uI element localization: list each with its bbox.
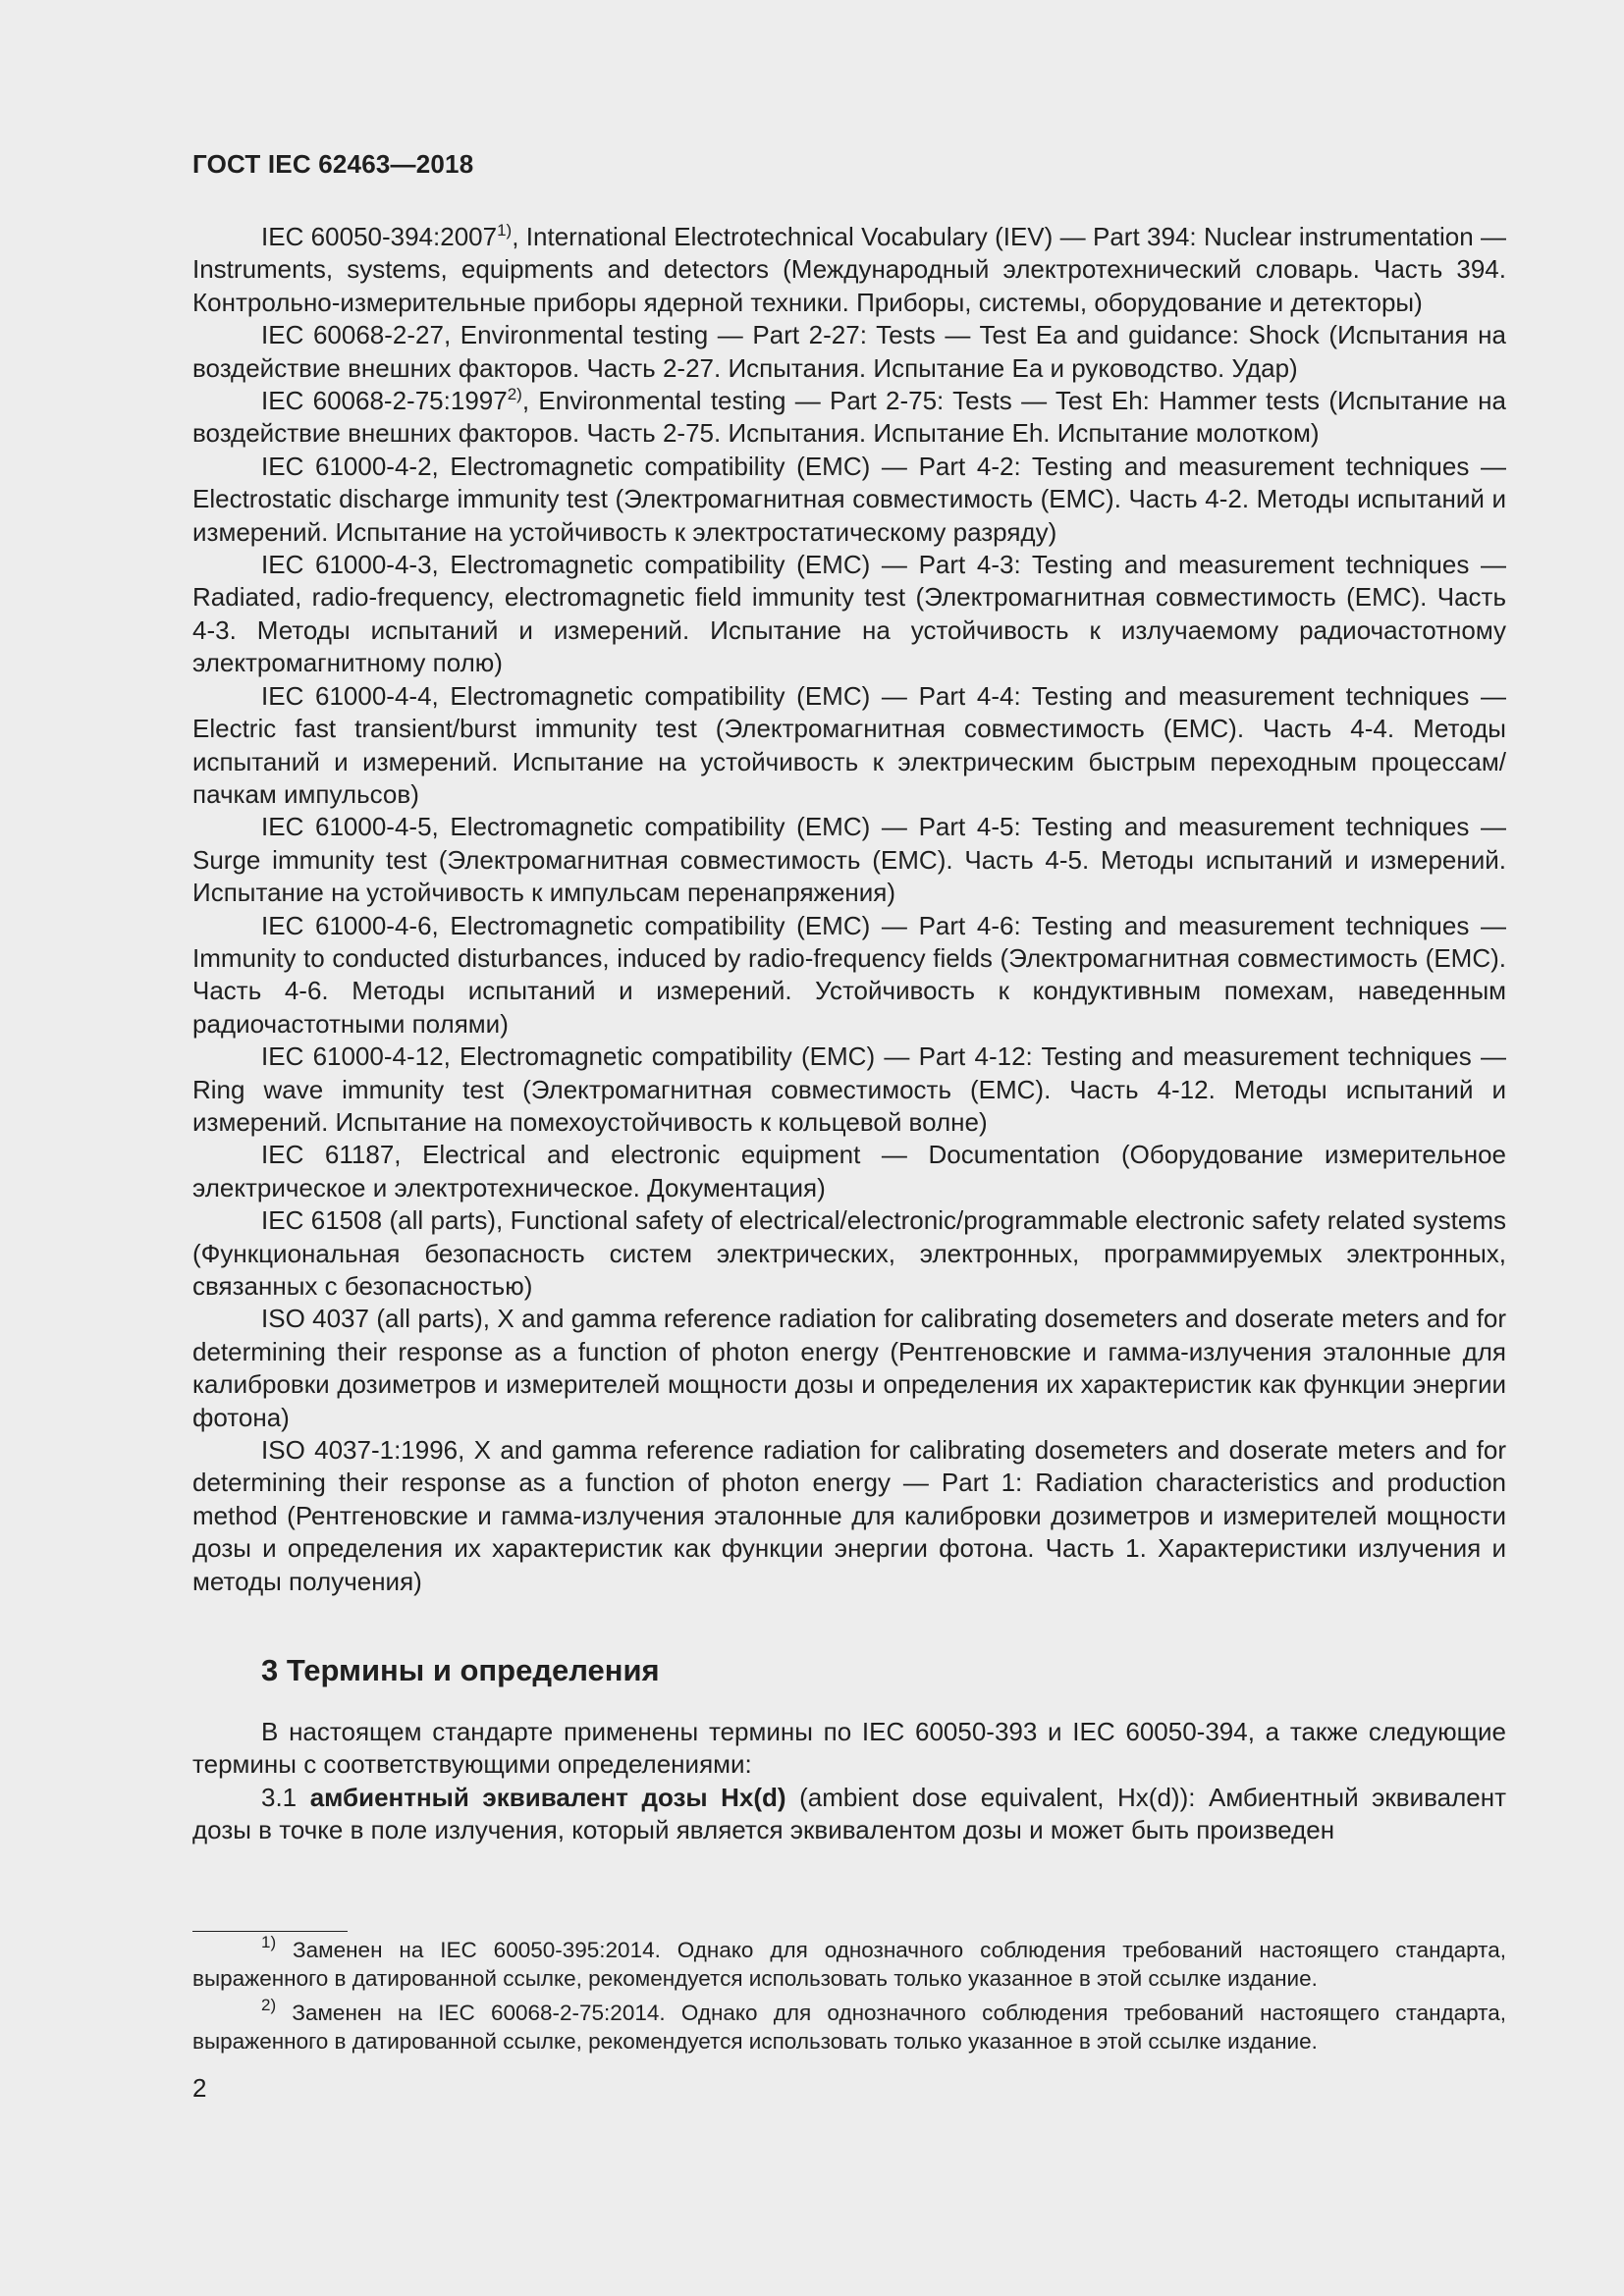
footnote-item: $^{2)}$ Заменен на IEC 60068-2-75:2014. Однако для однозначного соблюдения требований настоящего стандарта, выраженного в датированной ссылке, рекомендуется использовать только указанное в этой ссылке издание. bbox=[192, 1996, 1506, 2054]
reference-item: IEC 61000-4-6, Electromagnetic compatibility (EMC) — Part 4-6: Testing and measurement techniques — Immunity to conducted disturbances, induced by radio-frequency fields (Электромагнитная совместимость (EMC). Часть 4-6. Методы испытаний и измерений. Устойчивость к кондуктивным помехам, наведенным радиочастотными полями) bbox=[192, 910, 1506, 1039]
term-definition: 3.1 амбиентный эквивалент дозы Hx(d) (ambient dose equivalent, Hx(d)): Амбиентный эквивалент дозы в точке в поле излучения, который является эквивалентом дозы и может быть произведен bbox=[192, 1782, 1507, 1845]
reference-item: IEC 61000-4-4, Electromagnetic compatibility (EMC) — Part 4-4: Testing and measurement techniques — Electric fast transient/burst immunity test (Электромагнитная совместимость (EMC). Часть 4-4. Методы испытаний и измерений. Испытание на устойчивость к электрическим быстрым переходным процессам/пачкам импульсов) bbox=[192, 680, 1506, 809]
reference-item: IEC 61000-4-12, Electromagnetic compatibility (EMC) — Part 4-12: Testing and measurement techniques — Ring wave immunity test (Электромагнитная совместимость (EMC). Часть 4-12. Методы испытаний и измерений. Испытание на помехоустойчивость к кольцевой волне) bbox=[192, 1041, 1506, 1137]
reference-item: IEC 61000-4-2, Electromagnetic compatibility (EMC) — Part 4-2: Testing and measurement techniques — Electrostatic discharge immunity test (Электромагнитная совместимость (EMC). Часть 4-2. Методы испытаний и измерений. Испытание на устойчивость к электростатическому разряду) bbox=[192, 451, 1506, 547]
footnotes bbox=[192, 1933, 1506, 2062]
document-header: ГОСТ IEC 62463—2018 bbox=[192, 149, 474, 179]
reference-item: IEC 61000-4-3, Electromagnetic compatibility (EMC) — Part 4-3: Testing and measurement techniques — Radiated, radio-frequency, electromagnetic field immunity test (Электромагнитная совместимость (EMC). Часть 4-3. Методы испытаний и измерений. Испытание на устойчивость к излучаемому радиочастотному электромагнитному полю) bbox=[192, 550, 1506, 678]
reference-item: IEC 61508 (all parts), Functional safety of electrical/electronic/programmable electronic safety related systems (Функциональная безопасность систем электрических, электронных, программируемых электронных, связанных с безопасностью) bbox=[192, 1205, 1506, 1301]
footnote-divider bbox=[192, 1931, 348, 1932]
reference-item: IEC 60050-394:2007$^{1)}$, International Electrotechnical Vocabulary (IEV) — Part 394: Nuclear instrumentation — Instruments, systems, equipments and detectors (Международный электротехнический словарь. Часть 394. Контрольно-измерительные приборы ядерной техники. Приборы, системы, оборудование и детекторы) bbox=[192, 221, 1506, 317]
footnote-mark: 2) bbox=[261, 1996, 277, 2015]
reference-item: IEC 60068-2-75:1997$^{2)}$, Environmental testing — Part 2-75: Tests — Test Eh: Hammer tests (Испытание на воздействие внешних факторов. Часть 2-75. Испытания. Испытание Eh. Испытание молотком) bbox=[192, 385, 1506, 449]
page-number: 2 bbox=[192, 2073, 207, 2103]
footnote-ref[interactable]: 1) bbox=[497, 221, 513, 240]
term-name: амбиентный эквивалент дозы Hx(d) bbox=[309, 1782, 786, 1812]
reference-item: IEC 61000-4-5, Electromagnetic compatibility (EMC) — Part 4-5: Testing and measurement techniques — Surge immunity test (Электромагнитная совместимость (EMC). Часть 4-5. Методы испытаний и измерений. Испытание на устойчивость к импульсам перенапряжения) bbox=[192, 812, 1506, 908]
section-intro: В настоящем стандарте применены термины по IEC 60050-393 и IEC 60050-394, а также следующие термины с соответствующими определениями: bbox=[192, 1717, 1506, 1780]
reference-item: IEC 60068-2-27, Environmental testing — Part 2-27: Tests — Test Ea and guidance: Shock (Испытания на воздействие внешних факторов. Часть 2-27. Испытания. Испытание Ea и руководство. Удар) bbox=[192, 320, 1506, 383]
reference-item: ISO 4037 (all parts), X and gamma reference radiation for calibrating dosemeters and doserate meters and for determining their response as a function of photon energy (Рентгеновские и гамма-излучения эталонные для калибровки дозиметров и измерителей мощности дозы и определения их характеристик как функции энергии фотона) bbox=[192, 1304, 1506, 1432]
reference-item: ISO 4037-1:1996, X and gamma reference radiation for calibrating dosemeters and doserate meters and for determining their response as a function of photon energy — Part 1: Radiation characteristics and production method (Рентгеновские и гамма-излучения эталонные для калибровки дозиметров и измерителей мощности дозы и определения их характеристик как функции энергии фотона. Часть 1. Характеристики излучения и методы получения) bbox=[192, 1435, 1506, 1596]
reference-item: IEC 61187, Electrical and electronic equipment — Documentation (Оборудование измерительное электрическое и электротехническое. Документация) bbox=[192, 1140, 1506, 1202]
document-body bbox=[192, 221, 1506, 1847]
footnote-ref[interactable]: 2) bbox=[507, 385, 522, 404]
footnote-mark: 1) bbox=[261, 1933, 277, 1951]
section-heading: 3 Термины и определения bbox=[261, 1653, 660, 1688]
footnote-item: $^{1)}$ Заменен на IEC 60050-395:2014. Однако для однозначного соблюдения требований настоящего стандарта, выраженного в датированной ссылке, рекомендуется использовать только указанное в этой ссылке издание. bbox=[192, 1933, 1506, 1991]
